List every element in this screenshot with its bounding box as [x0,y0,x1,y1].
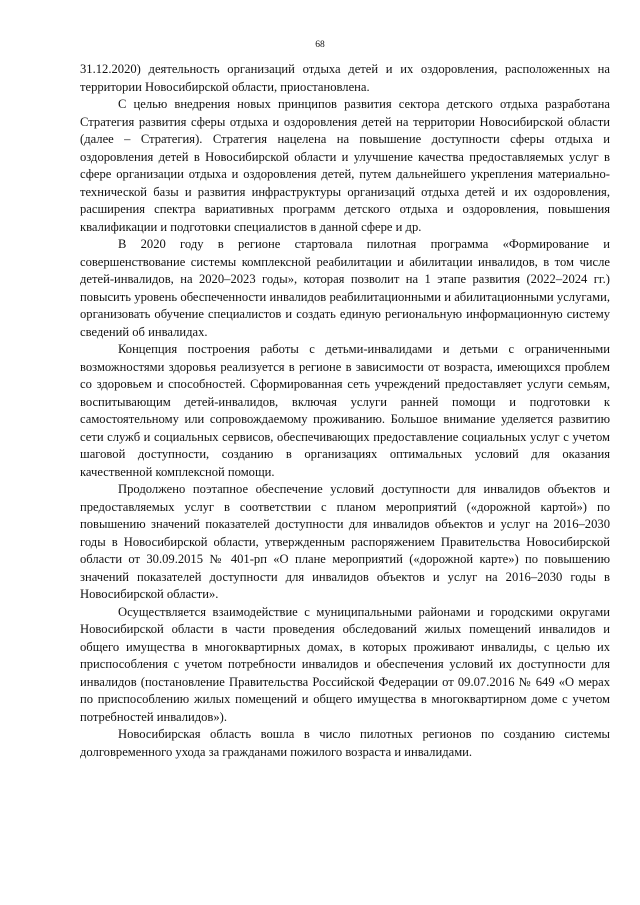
paragraph-continuation: 31.12.2020) деятельность организаций отдыха детей и их оздоровления, расположенных на территории Новосибирской области, приостановлена. [80,62,610,94]
paragraph-pilot-program: В 2020 году в регионе стартовала пилотная программа «Формирование и совершенствование системы комплексной реабилитации и абилитации инвалидов, в том числе детей-инвалидов, на 2020–2023 годы», которая позволит на 1 этапе развития (2022–2024 гг.) повысить уровень обеспеченности инвалидов реабилитационными и абилитационными услугами, организовать обучение специалистов и создать единую региональную информационную систему сведений об инвалидах. [80,237,610,339]
paragraph-housing: Осуществляется взаимодействие с муниципальными районами и городскими округами Новосибирской области в части проведения обследований жилых помещений инвалидов и общего имущества в многоквартирных домах, в которых проживают инвалиды, с целью их приспособления с учетом потребности инвалидов и обеспечения условий их доступности для инвалидов (постановление Правительства Российской Федерации от 09.07.2016 № 649 «О мерах по приспособлению жилых помещений и общего имущества в многоквартирном доме с учетом потребностей инвалидов»). [80,604,610,724]
body-text [80,61,610,761]
paragraph-accessibility: Продолжено поэтапное обеспечение условий доступности для инвалидов объектов и предоставляемых услуг в соответствии с планом мероприятий («дорожной картой») по повышению значений показателей доступности для инвалидов объектов и услуг на 2016–2030 годы в Новосибирской области, утвержденным распоряжением Правительства Новосибирской области от 30.09.2015 № 401-рп «О плане мероприятий («дорожной карте») по повышению значений показателей доступности для инвалидов объектов и услуг на 2016–2030 годы в Новосибирской области». [80,482,610,601]
page-number: 68 [315,40,325,50]
paragraph-concept: Концепция построения работы с детьми-инвалидами и детьми с ограниченными возможностями здоровья реализуется в регионе в зависимости от возраста, имеющихся проблем со здоровьем и способностей. Сформированная сеть учреждений предоставляет услуги семьям, воспитывающим детей-инвалидов, включая услуги ранней помощи и подготовки к самостоятельному или сопровождаемому проживанию. Большое внимание уделяется развитию сети служб и социальных сервисов, обеспечивающих предоставление социальных услуг с учетом шаговой доступности, созданию в организациях оптимальных условий для оказания качественной комплексной помощи. [80,342,610,479]
paragraph-strategy: С целью внедрения новых принципов развития сектора детского отдыха разработана Стратегия развития сферы отдыха и оздоровления детей на территории Новосибирской области (далее – Стратегия). Стратегия нацелена на повышение доступности сферы отдыха и оздоровления детей в Новосибирской области и улучшение качества предоставляемых услуг в сфере организации отдыха и оздоровления детей, путем дальнейшего укрепления материально-технической базы и развития инфраструктуры организаций отдыха детей и их оздоровления, расширения спектра вариативных программ детского отдыха и оздоровления, повышения квалификации и подготовки специалистов в данной сфере и др. [80,97,610,234]
paragraph-long-term-care: Новосибирская область вошла в число пилотных регионов по созданию системы долговременного ухода за гражданами пожилого возраста и инвалидами. [80,727,610,759]
